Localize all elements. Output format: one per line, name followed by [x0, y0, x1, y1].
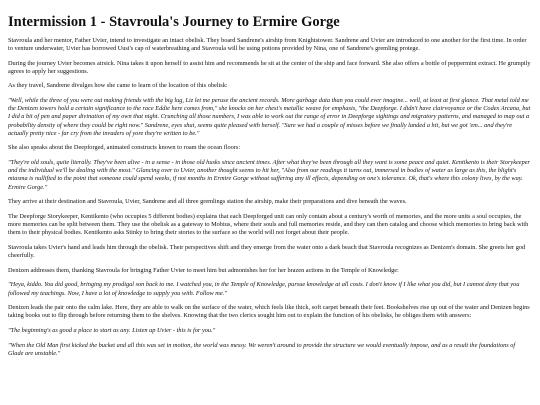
paragraph-deepforged-intro: She also speaks about the Deepforged, animated constructs known to roam the ocean floors:	[8, 144, 241, 152]
paragraph-intro: Stavroula and her mentor, Father Uvier, intend to investigate an intact obelisk. They board Sandrene's airship from Knightstower. Sandrene and Uvier are introduced to one another for the first time. In order to venture underwater, Uvier has borrowed Uusi's cap of waterbreathing and Stavroula will be using potions provided by Nina, one of Sandrene's gremling protege.	[8, 36, 527, 52]
paragraph-arrival: They arrive at their destination and Stavroula, Uvier, Sandrene and all three gremlings station the airship, make their preparations and dive beneath the waves.	[8, 198, 407, 206]
paragraph-denizen-addresses: Denizen addresses them, thanking Stavroula for bringing Father Uvier to meet him but admonishes her for her brazen actions in the Temple of Knowledge:	[8, 266, 399, 274]
quote-denizen-beginning: "The beginning's as good a place to start as any. Listen up Uvier - this is for you."	[8, 327, 216, 335]
page-title: Intermission 1 - Stavroula's Journey to Ermire Gorge	[8, 14, 340, 30]
quote-denizen-greeting: "Heya, kiddo. You did good, bringing my prodigal son back to me. I watched you, in the Temple of Knowledge, pursue knowledge at all costs. I don't know if I like what you did, but I cannot deny that you followed my teachings. Now, I have a lot of knowledge to supply you with. Follow me."	[8, 281, 520, 297]
paragraph-journey: During the journey Uvier becomes airsick. Nina takes it upon herself to assist him and recommends he sit at the center of the ship and face forward. She also offers a bottle of peppermint extract. He grumpily agrees to apply her suggestions.	[8, 59, 531, 75]
paragraph-obelisk-passage: Stavroula takes Uvier's hand and leads him through the obelisk. Their perspectives shift and they emerge from the water onto a dark beach that Stavroula recognizes as Denizen's domain. She greets her god cheerfully.	[8, 243, 526, 260]
paragraph-storykeeper: The Deepforge Storykeeper, Kentikento (who occupies 5 different bodies) explains that each Deepforged unit can only contain about a century's worth of memories, and the more units a soul occupies, the more memories can be split between them. They use the obelisk as a gateway to Mobius, where their souls and full memories reside, and they can then catalog and choose which memories to bring back with them to their physical bodies. Kentikento asks Stinky to bring their stories to the surface so the world will not forget about their people.	[8, 212, 529, 237]
quote-sandrene-obelisk: "Well, while the three of you were out making friends with the big lug, Liz let me peruse the ancient records. More garbage data than you could ever imagine... well, at least at first glance. That metal told me the Denizen towers hold a certain significance to the race Eddie here comes from," she knocks on her chest's metallic weave for emphasis, "the Deepforge. I didn't have clairvoyance or the Codex Arcana, but I did a bit of pen and paper divination of my own that night. Crunching all those numbers, I was able to work out the range of error in Deepforge sightings and migratory patterns, and managed to map out a probability density of where they could be right now." Sandrene, eyes shut, seems quite pleased with herself. "Sure we had a couple of misses before we finally landed a hit, but we got 'em... and they're actually pretty nice - far cry from the invaders of yore they're written to be."	[8, 97, 531, 137]
paragraph-sandrene-divulges: As they travel, Sandrene divulges how she came to learn of the location of this obelisk:	[8, 82, 228, 90]
paragraph-lake: Denizen leads the pair onto the calm lake. Here, they are able to walk on the surface of the water, which feels like thick, soft carpet beneath their feet. Bookshelves rise up out of the water and Denizen begins taking books out to flip through before returning them to the shelves. Knowing that the two clerics sought him out to explain the function of his obelisks, he obliges them with answers:	[8, 304, 530, 320]
quote-sandrene-deepforged: "They're old souls, quite literally. They've been alive - in a sense - in those old husks since ancient times. After what they've been through all they want is some peace and quiet. Kentikento is their Storykeeper and the individual we'll be dealing with the most." Glancing over to Uvier, another thought seems to hit her, "Also from our readings it turns out, immersed in bodies of water as large as this, the blight's miasma is nullified to the point that someone could spend weeks, if not months in Ermire Gorge without suffering any ill effects, depending on one's tolerance. Ok, that's where this colony lives, by the way. Ermire Gorge."	[8, 159, 530, 191]
quote-denizen-old-man: "When the Old Man first kicked the bucket and all this was set in motion, the world was messy. We weren't around to provide the structure we would eventually impose, and as a result the foundations of Glade are unstable."	[8, 341, 516, 357]
